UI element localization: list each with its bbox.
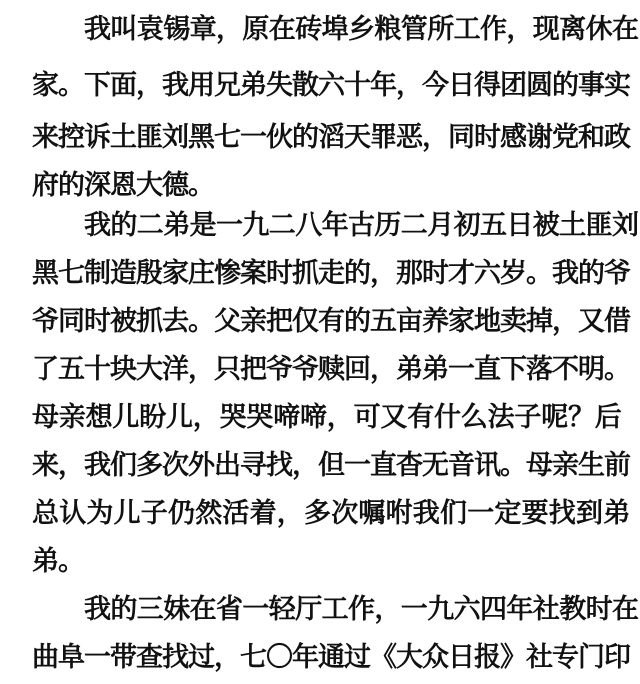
paragraph-2-line-3: 爷同时被抓去。父亲把仅有的五亩养家地卖掉，又借 [32,306,630,337]
paragraph-1-line-2: 家。下面，我用兄弟失散六十年，今日得团圆的事实 [32,70,630,101]
paragraph-2-line-7: 总认为儿子仍然活着，多次嘱咐我们一定要找到弟 [32,498,631,529]
paragraph-2-line-5: 母亲想儿盼儿，哭哭啼啼，可又有什么法子呢？后 [32,402,622,433]
paragraph-2-line-8: 弟。 [32,546,84,577]
paragraph-3-line-2: 曲阜一带查找过，七〇年通过《大众日报》社专门印 [32,642,630,673]
paragraph-2-line-1: 我的二弟是一九二八年古历二月初五日被土匪刘 [84,210,639,241]
paragraph-2-line-6: 来，我们多次外出寻找，但一直杳无音讯。母亲生前 [32,450,630,481]
paragraph-1-line-1: 我叫袁锡章，原在砖埠乡粮管所工作，现离休在 [84,14,639,45]
paragraph-2-line-2: 黑七制造殷家庄惨案时抓走的，那时才六岁。我的爷 [32,258,630,289]
paragraph-1-line-3: 来控诉土匪刘黑七一伙的滔天罪恶，同时感谢党和政 [32,122,630,153]
paragraph-1-line-4: 府的深恩大德。 [32,170,214,201]
paragraph-2-line-4: 了五十块大洋，只把爷爷赎回，弟弟一直下落不明。 [32,354,630,385]
paragraph-3-line-1: 我的三妹在省一轻厅工作，一九六四年社教时在 [84,594,639,625]
